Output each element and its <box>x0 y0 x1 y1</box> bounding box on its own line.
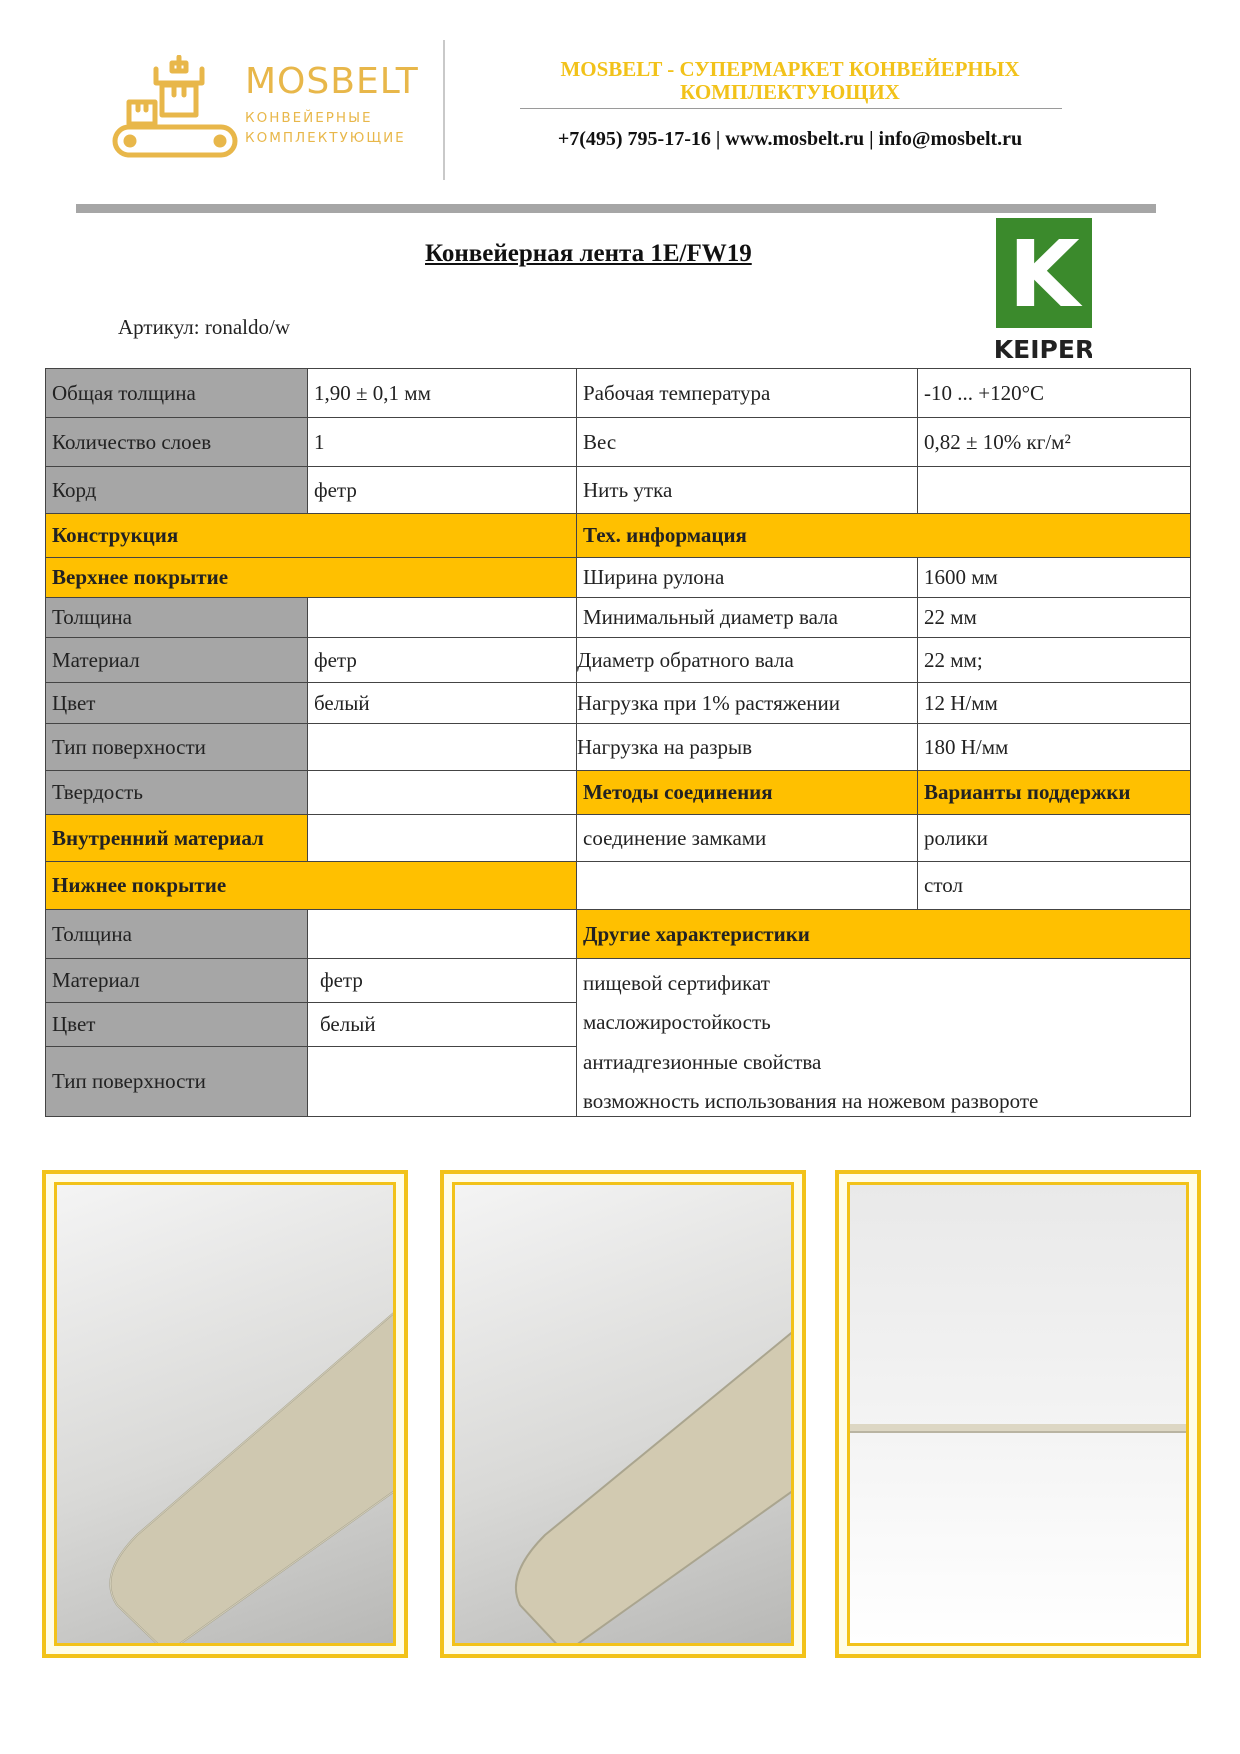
weight-value: 0,82 ± 10% кг/м² <box>917 417 1191 467</box>
top-cover-thickness-value <box>307 597 577 638</box>
min-shaft-diameter-label: Минимальный диаметр вала <box>576 597 918 638</box>
header-bar <box>76 204 1156 213</box>
joining-method-2 <box>576 861 918 910</box>
article-number: Артикул: ronaldo/w <box>118 315 290 339</box>
tech-info-header: Тех. информация <box>576 513 1191 558</box>
weft-thread-value <box>917 466 1191 514</box>
tagline-line2: КОМПЛЕКТУЮЩИХ <box>680 80 900 104</box>
joining-method-1: соединение замками <box>576 814 918 862</box>
return-shaft-diameter-label: Диаметр обратного вала <box>576 637 918 683</box>
brand-name: MOSBELT <box>245 61 419 102</box>
cord-label: Корд <box>45 466 308 514</box>
keiper-logo-letter: K <box>1008 221 1080 328</box>
contacts-line[interactable]: +7(495) 795-17-16 | www.mosbelt.ru | info@mosbelt.ru <box>557 128 1023 150</box>
other-characteristics-list <box>576 958 1191 1117</box>
roll-width-value: 1600 мм <box>917 557 1191 598</box>
top-cover-thickness-label: Толщина <box>45 597 308 638</box>
product-photo-2 <box>440 1170 806 1658</box>
cord-value: фетр <box>307 466 577 514</box>
inner-material-value <box>307 814 577 862</box>
other-characteristic-item: пищевой сертификат <box>583 971 770 995</box>
joining-methods-header: Методы соединения <box>576 770 918 815</box>
working-temperature-value: -10 ... +120°C <box>917 368 1191 418</box>
tagline-rule <box>520 108 1062 109</box>
product-photo-3 <box>835 1170 1201 1658</box>
construction-header: Конструкция <box>45 513 577 558</box>
top-cover-color-label: Цвет <box>45 682 308 724</box>
bottom-cover-color-label: Цвет <box>45 1002 308 1047</box>
inner-material-header: Внутренний материал <box>45 814 308 862</box>
felt-belt-image <box>455 1185 794 1646</box>
brand-subtitle-line1: КОНВЕЙЕРНЫЕ <box>245 110 373 126</box>
bottom-cover-surface-label: Тип поверхности <box>45 1046 308 1117</box>
product-photo-1 <box>42 1170 408 1658</box>
other-characteristic-item: масложиростойкость <box>583 1010 771 1034</box>
top-cover-header: Верхнее покрытие <box>45 557 577 598</box>
spec-table <box>45 368 1191 1117</box>
top-cover-material-value: фетр <box>307 637 577 683</box>
weft-thread-label: Нить утка <box>576 466 918 514</box>
top-cover-hardness-value <box>307 770 577 815</box>
load-1pct-stretch-value: 12 Н/мм <box>917 682 1191 724</box>
tagline-line1: MOSBELT - СУПЕРМАРКЕТ КОНВЕЙЕРНЫХ <box>560 57 1020 81</box>
total-thickness-value: 1,90 ± 0,1 мм <box>307 368 577 418</box>
bottom-cover-material-label: Материал <box>45 958 308 1003</box>
other-characteristics-header: Другие характеристики <box>576 909 1191 959</box>
brand-subtitle-line2: КОМПЛЕКТУЮЩИЕ <box>245 130 406 146</box>
felt-belt-edge-image <box>850 1185 1189 1646</box>
weight-label: Вес <box>576 417 918 467</box>
conveyor-logo-icon <box>112 55 242 165</box>
tagline <box>510 58 1070 104</box>
bottom-cover-surface-value <box>307 1046 577 1117</box>
mosbelt-logo <box>112 55 419 165</box>
bottom-cover-color-value: белый <box>307 1002 577 1047</box>
bottom-cover-thickness-value <box>307 909 577 959</box>
top-cover-material-label: Материал <box>45 637 308 683</box>
working-temperature-label: Рабочая температура <box>576 368 918 418</box>
other-characteristic-item: возможность использования на ножевом развороте <box>583 1089 1039 1113</box>
return-shaft-diameter-value: 22 мм; <box>917 637 1191 683</box>
bottom-cover-material-value: фетр <box>307 958 577 1003</box>
min-shaft-diameter-value: 22 мм <box>917 597 1191 638</box>
roll-width-label: Ширина рулона <box>576 557 918 598</box>
header-divider <box>443 40 445 180</box>
support-options-header: Варианты поддержки <box>917 770 1191 815</box>
keiper-logo-text: KEIPER <box>996 335 1092 364</box>
bottom-cover-header: Нижнее покрытие <box>45 861 577 910</box>
top-cover-hardness-label: Твердость <box>45 770 308 815</box>
breaking-load-value: 180 Н/мм <box>917 723 1191 771</box>
top-cover-surface-value <box>307 723 577 771</box>
support-option-1: ролики <box>917 814 1191 862</box>
bottom-cover-thickness-label: Толщина <box>45 909 308 959</box>
top-cover-color-value: белый <box>307 682 577 724</box>
support-option-2: стол <box>917 861 1191 910</box>
other-characteristic-item: антиадгезионные свойства <box>583 1050 822 1074</box>
felt-belt-image <box>57 1185 396 1646</box>
total-thickness-label: Общая толщина <box>45 368 308 418</box>
document-title: Конвейерная лента 1E/FW19 <box>425 240 752 267</box>
layers-count-label: Количество слоев <box>45 417 308 467</box>
top-cover-surface-label: Тип поверхности <box>45 723 308 771</box>
layers-count-value: 1 <box>307 417 577 467</box>
breaking-load-label: Нагрузка на разрыв <box>576 723 918 771</box>
load-1pct-stretch-label: Нагрузка при 1% растяжении <box>576 682 918 724</box>
keiper-logo <box>996 218 1092 364</box>
